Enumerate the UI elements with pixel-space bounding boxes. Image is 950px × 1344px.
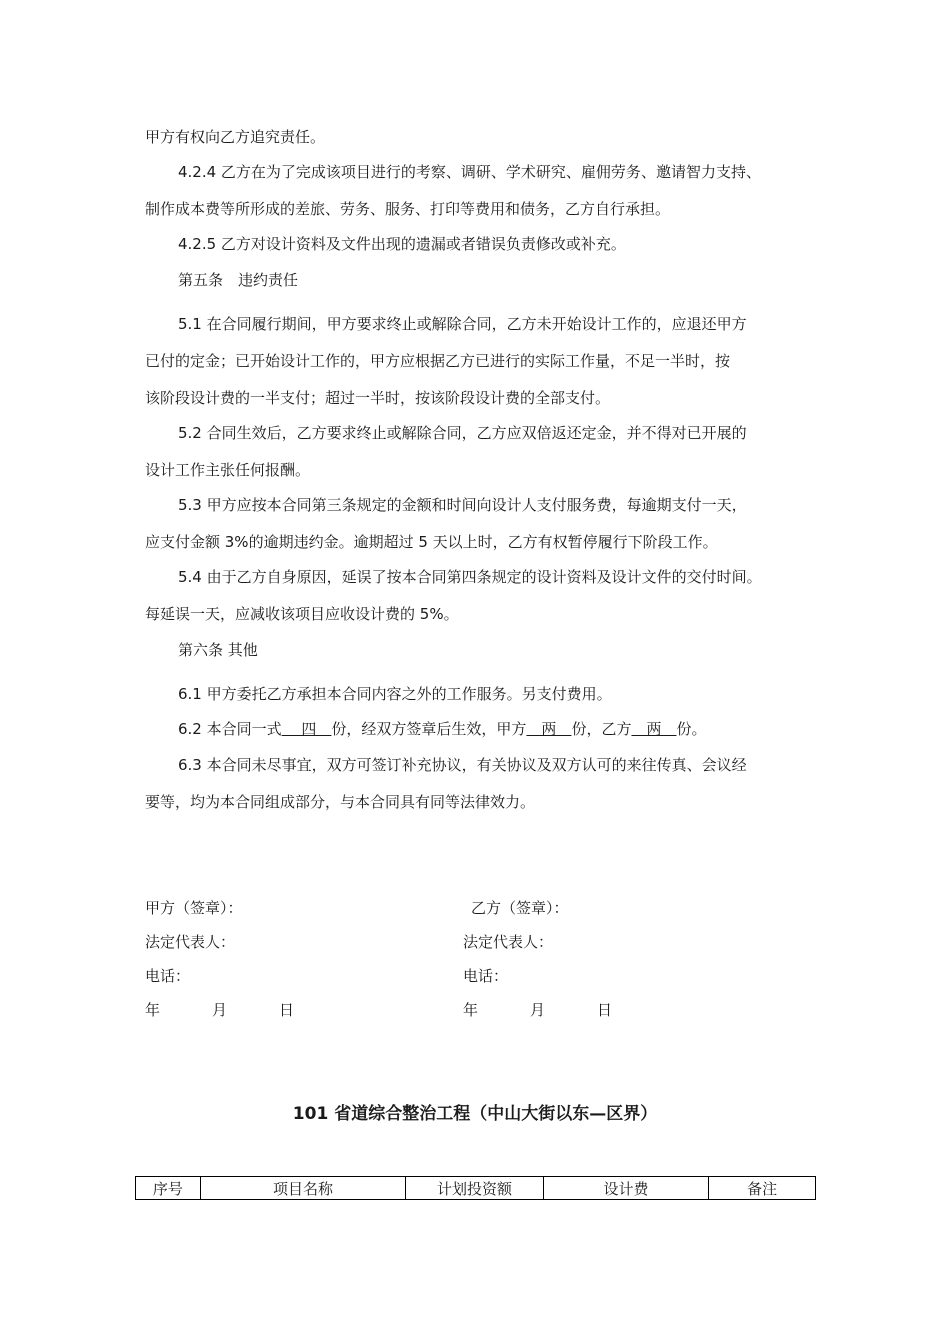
party-b-seal-label: 乙方（签章）：	[471, 899, 569, 917]
clause-5-4-line2: 每延误一天，应减收该项目应收设计费的 5%。	[145, 605, 459, 623]
col-header-project-name: 项目名称	[200, 1177, 405, 1200]
clause-5-1-line2: 已付的定金；已开始设计工作的，甲方应根据乙方已进行的实际工作量，不足一半时，按	[145, 352, 731, 370]
clause-6-3-line2: 要等，均为本合同组成部分，与本合同具有同等法律效力。	[145, 793, 536, 811]
party-b-date-month: 月	[530, 1001, 546, 1019]
party-a-date-month: 月	[212, 1001, 228, 1019]
clause-4-2-4-line1: 4.2.4 乙方在为了完成该项目进行的考察、调研、学术研究、雇佣劳务、邀请智力支持、	[178, 163, 761, 181]
party-a-date-year: 年	[145, 1001, 161, 1019]
col-header-index: 序号	[136, 1177, 201, 1200]
col-header-planned-investment: 计划投资额	[406, 1177, 544, 1200]
clause-6-1: 6.1 甲方委托乙方承担本合同内容之外的工作服务。另支付费用。	[178, 685, 612, 703]
clause-5-4-line1: 5.4 由于乙方自身原因，延误了按本合同第四条规定的设计资料及设计文件的交付时间。	[178, 568, 762, 586]
project-title: 101 省道综合整治工程（中山大街以东—区界）	[292, 1104, 658, 1124]
article-6-heading: 第六条 其他	[178, 641, 258, 659]
paragraph-line: 甲方有权向乙方追究责任。	[145, 128, 326, 146]
party-a-seal-label: 甲方（签章）：	[145, 899, 243, 917]
clause-6-2	[178, 719, 706, 739]
party-b-rep-label: 法定代表人：	[463, 933, 554, 951]
party-a-phone-label: 电话：	[145, 967, 191, 985]
clause-6-2-text-b: 份，经双方签章后生效，甲方	[331, 720, 527, 738]
clause-4-2-5: 4.2.5 乙方对设计资料及文件出现的遗漏或者错误负责修改或补充。	[178, 235, 626, 253]
clause-5-3-line1: 5.3 甲方应按本合同第三条规定的金额和时间向设计人支付服务费，每逾期支付一天，	[178, 496, 747, 514]
copies-total-blank: 四	[281, 720, 332, 738]
article-5-heading: 第五条 违约责任	[178, 271, 299, 289]
party-b-date-day: 日	[597, 1001, 613, 1019]
clause-6-2-text-c: 份，乙方	[571, 720, 632, 738]
clause-6-2-text-d: 份。	[676, 720, 707, 738]
copies-party-b-blank: 两	[631, 720, 677, 738]
party-b-date-year: 年	[463, 1001, 479, 1019]
clause-4-2-4-line2: 制作成本费等所形成的差旅、劳务、服务、打印等费用和债务，乙方自行承担。	[145, 200, 671, 218]
clause-5-1-line1: 5.1 在合同履行期间，甲方要求终止或解除合同，乙方未开始设计工作的，应退还甲方	[178, 315, 747, 333]
clause-5-3-line2: 应支付金额 3%的逾期违约金。逾期超过 5 天以上时，乙方有权暂停履行下阶段工作。	[145, 533, 718, 551]
clause-5-2-line2: 设计工作主张任何报酬。	[145, 461, 311, 479]
party-a-date-day: 日	[279, 1001, 295, 1019]
clause-6-3-line1: 6.3 本合同未尽事宜，双方可签订补充协议，有关协议及双方认可的来往传真、会议经	[178, 756, 747, 774]
clause-5-2-line1: 5.2 合同生效后，乙方要求终止或解除合同，乙方应双倍返还定金，并不得对已开展的	[178, 424, 747, 442]
col-header-remarks: 备注	[709, 1177, 816, 1200]
col-header-design-fee: 设计费	[543, 1177, 709, 1200]
copies-party-a-blank: 两	[526, 720, 572, 738]
table-header-row	[136, 1177, 816, 1200]
clause-5-1-line3: 该阶段设计费的一半支付；超过一半时，按该阶段设计费的全部支付。	[145, 389, 611, 407]
party-a-rep-label: 法定代表人：	[145, 933, 236, 951]
party-b-phone-label: 电话：	[463, 967, 509, 985]
clause-6-2-text-a: 6.2 本合同一式	[178, 720, 282, 738]
project-table	[135, 1176, 816, 1200]
